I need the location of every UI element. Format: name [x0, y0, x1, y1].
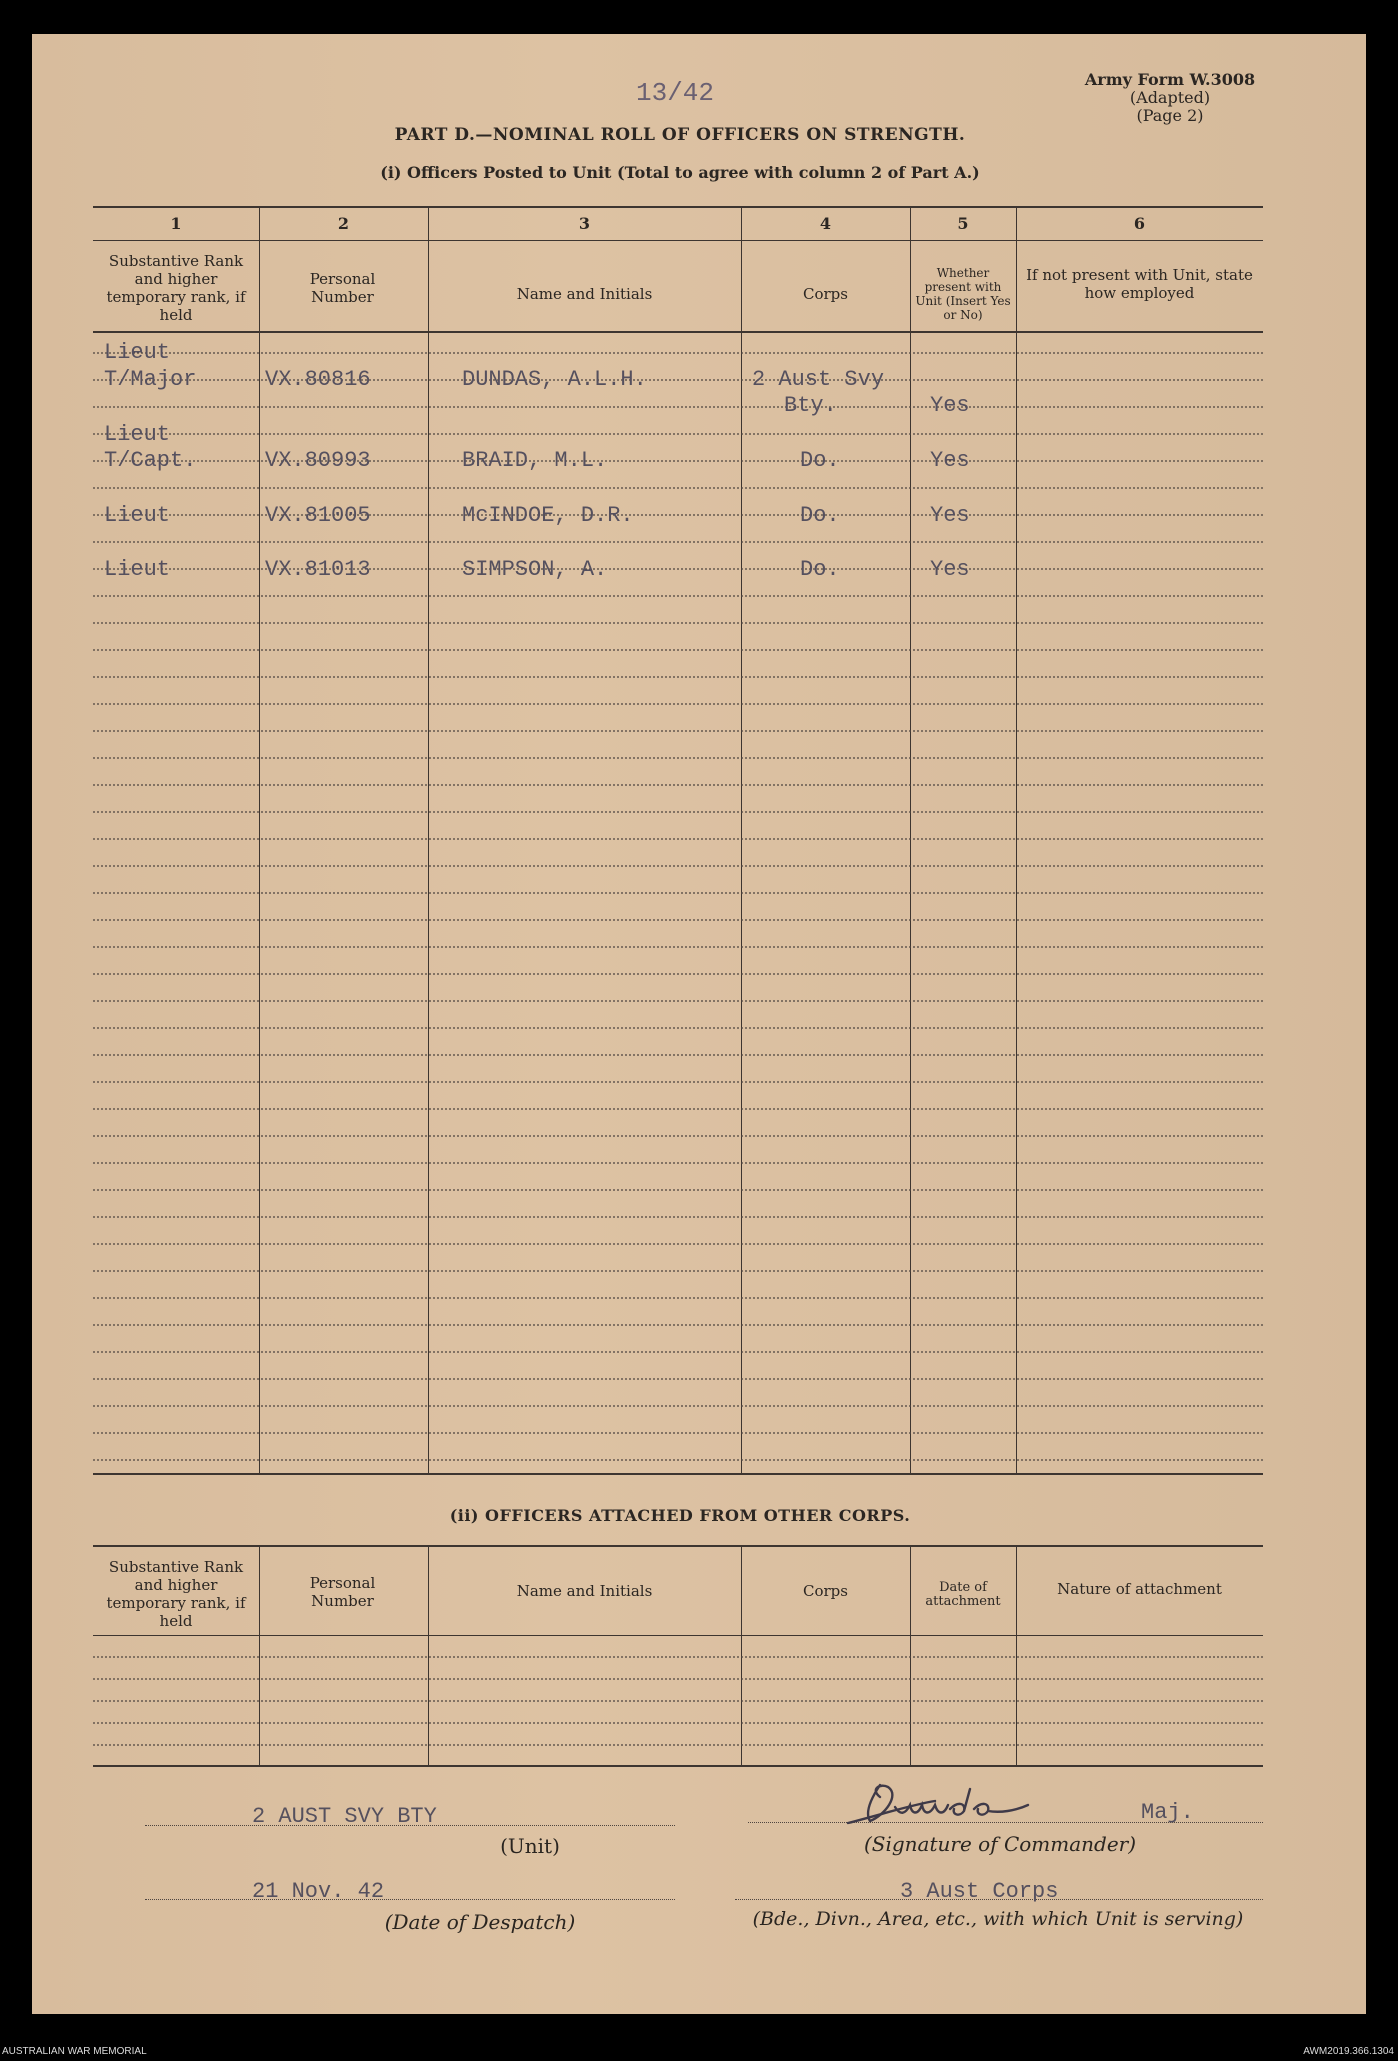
despatch-date-value: 21 Nov. 42	[252, 1879, 385, 1904]
col-header-employed: If not present with Unit, state how employed	[1026, 266, 1253, 302]
part-title: PART D.—NOMINAL ROLL OF OFFICERS ON STRENGTH.	[394, 125, 966, 145]
commander-signature	[840, 1775, 1120, 1835]
col-number-5: 5	[957, 214, 969, 233]
row1-rank-line1: Lieut	[104, 340, 171, 365]
part-subtitle: (i) Officers Posted to Unit (Total to agree with column 2 of Part A.)	[380, 163, 980, 182]
row3-name: McINDOE, D.R.	[462, 503, 634, 528]
col-header-rank: Substantive Rank and higher temporary rank, if held	[106, 252, 246, 324]
ruled-lines-section2	[93, 1635, 1263, 1765]
col-number-6: 6	[1133, 214, 1146, 233]
col-header-personal-number: Personal Number	[309, 270, 376, 306]
row1-name: DUNDAS, A.L.H.	[462, 367, 647, 392]
signature-label: (Signature of Commander)	[863, 1832, 1137, 1856]
row2-present: Yes	[930, 448, 970, 473]
col-number-1: 1	[170, 214, 182, 233]
row1-present: Yes	[930, 393, 970, 418]
row4-personal-number: VX.81013	[265, 557, 371, 582]
row2-rank-line1: Lieut	[104, 422, 171, 447]
archive-reference: AWM2019.366.1304	[1303, 2046, 1394, 2057]
row4-name: SIMPSON, A.	[462, 557, 608, 582]
section2-title: (ii) OFFICERS ATTACHED FROM OTHER CORPS.	[449, 1506, 911, 1525]
col-number-4: 4	[819, 214, 832, 233]
formation-label: (Bde., Divn., Area, etc., with which Unit is serving)	[752, 1908, 1244, 1930]
s2-header-date: Date of attachment	[925, 1580, 1001, 1609]
form-id: Army Form W.3008	[1084, 70, 1256, 89]
row1-corps-line1: 2 Aust Svy	[752, 367, 885, 392]
row3-personal-number: VX.81005	[265, 503, 371, 528]
row2-personal-number: VX.80993	[265, 448, 371, 473]
row1-corps-line2: Bty.	[784, 393, 837, 418]
form-adapted: (Adapted)	[1129, 88, 1211, 107]
despatch-date-label: (Date of Despatch)	[384, 1910, 576, 1934]
unit-value: 2 AUST SVY BTY	[252, 1804, 437, 1829]
row1-rank-line2: T/Major	[104, 367, 197, 392]
col-number-2: 2	[337, 214, 350, 233]
signature-rank: Maj.	[1141, 1800, 1194, 1825]
col-header-corps: Corps	[803, 285, 848, 303]
row4-corps: Do.	[800, 557, 840, 582]
form-page-number: (Page 2)	[1136, 106, 1204, 125]
row3-corps: Do.	[800, 503, 840, 528]
row1-personal-number: VX.80816	[265, 367, 371, 392]
row4-rank: Lieut	[104, 557, 171, 582]
reference-number: 13/42	[636, 78, 715, 108]
row4-present: Yes	[930, 557, 970, 582]
col-header-name: Name and Initials	[516, 285, 653, 303]
s2-header-name: Name and Initials	[516, 1582, 653, 1600]
s2-header-nature: Nature of attachment	[1057, 1580, 1222, 1598]
row3-rank: Lieut	[104, 503, 171, 528]
row2-rank-line2: T/Capt.	[104, 448, 197, 473]
row2-name: BRAID, M.L.	[462, 448, 608, 473]
row2-corps: Do.	[800, 448, 840, 473]
s2-header-personal-number: Personal Number	[309, 1574, 376, 1610]
formation-value: 3 Aust Corps	[900, 1879, 1059, 1904]
archive-credit: AUSTRALIAN WAR MEMORIAL	[2, 2046, 147, 2057]
unit-label: (Unit)	[500, 1834, 560, 1858]
col-number-3: 3	[578, 214, 591, 233]
s2-header-corps: Corps	[803, 1582, 848, 1600]
row3-present: Yes	[930, 503, 970, 528]
s2-header-rank: Substantive Rank and higher temporary rank, if held	[106, 1558, 246, 1630]
col-header-present: Whether present with Unit (Insert Yes or No)	[915, 266, 1011, 322]
